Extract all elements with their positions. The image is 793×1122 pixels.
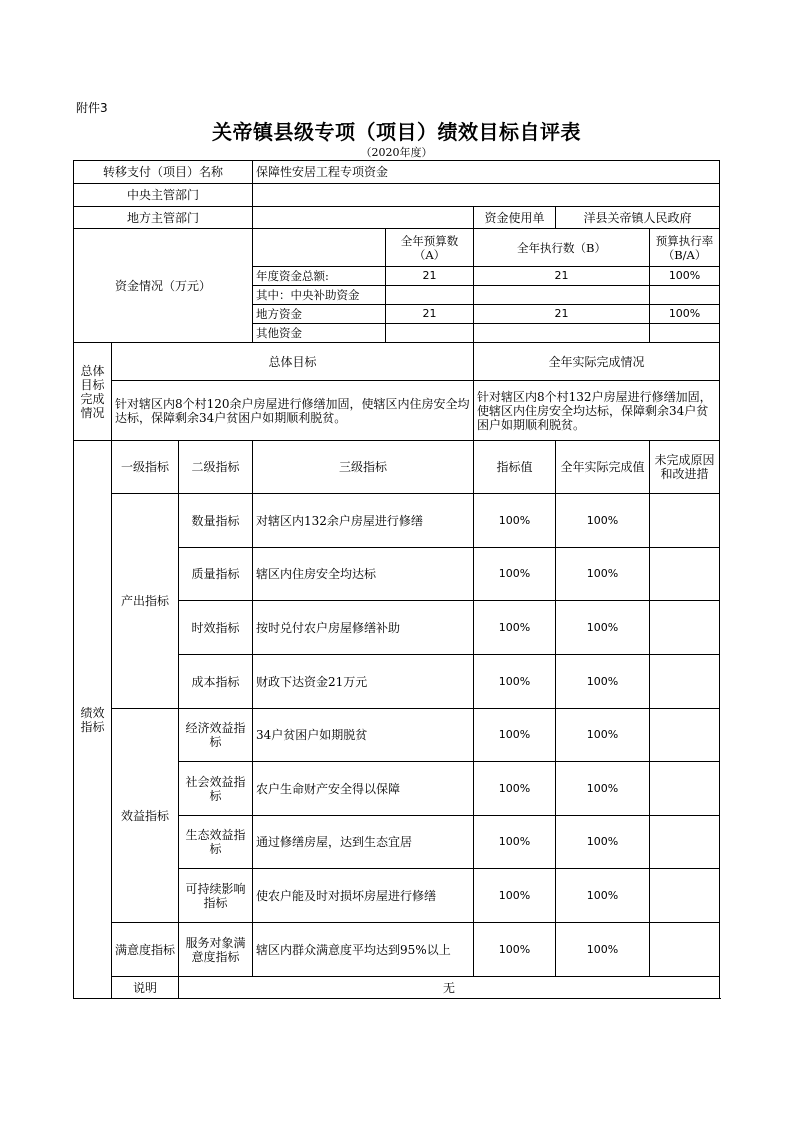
note-value: 无: [179, 977, 720, 999]
funds-row-exec: [474, 286, 650, 305]
indicator-level2: 生态效益指标: [179, 816, 253, 869]
overall-actual-header: 全年实际完成情况: [474, 343, 720, 381]
funds-section-label: 资金情况（万元）: [74, 229, 253, 343]
indicator-level2: 社会效益指标: [179, 762, 253, 816]
attachment-label: 附件3: [76, 101, 108, 115]
funds-col-exec: 全年执行数（B）: [474, 229, 650, 267]
self-evaluation-table: [73, 160, 720, 999]
funds-row-label: 地方资金: [253, 305, 386, 324]
indicator-value: 100%: [474, 494, 556, 548]
local-dept-label: 地方主管部门: [74, 207, 253, 229]
indicator-value: 100%: [474, 655, 556, 709]
indicator-value: 100%: [474, 923, 556, 977]
indicator-level2: 成本指标: [179, 655, 253, 709]
indicator-value: 100%: [474, 548, 556, 601]
funds-row-rate: [650, 286, 720, 305]
indicator-level2: 可持续影响指标: [179, 869, 253, 923]
indicator-level3: 农户生命财产安全得以保障: [253, 762, 474, 816]
group-label: 满意度指标: [112, 923, 179, 977]
funds-row-rate: 100%: [650, 305, 720, 324]
indicator-actual: 100%: [556, 762, 650, 816]
indicator-actual: 100%: [556, 869, 650, 923]
funds-row-label: 其他资金: [253, 324, 386, 343]
indicator-level3: 34户贫困户如期脱贫: [253, 709, 474, 762]
group-label: 效益指标: [112, 709, 179, 923]
note-label: 说明: [112, 977, 179, 999]
indicator-level2: 质量指标: [179, 548, 253, 601]
funds-row-budget: [386, 286, 474, 305]
indicator-level2: 经济效益指标: [179, 709, 253, 762]
funds-row-label: 年度资金总额:: [253, 267, 386, 286]
indicator-value: 100%: [474, 816, 556, 869]
funds-row-rate: [650, 324, 720, 343]
indicator-actual: 100%: [556, 709, 650, 762]
page-title: 关帝镇县级专项（项目）绩效目标自评表: [212, 120, 581, 144]
funds-row-exec: 21: [474, 267, 650, 286]
funds-row-budget: 21: [386, 267, 474, 286]
fund-unit-value: 洋县关帝镇人民政府: [556, 207, 720, 229]
project-name-value: 保障性安居工程专项资金: [253, 161, 720, 184]
indicator-level3: 辖区内住房安全均达标: [253, 548, 474, 601]
indicator-actual: 100%: [556, 655, 650, 709]
indicator-actual: 100%: [556, 494, 650, 548]
header-actual: 全年实际完成值: [556, 441, 650, 494]
header-level2: 二级指标: [179, 441, 253, 494]
indicator-level3: 辖区内群众满意度平均达到95%以上: [253, 923, 474, 977]
funds-header-blank: [253, 229, 386, 267]
central-dept-label: 中央主管部门: [74, 184, 253, 207]
overall-section-label: 总体目标完成情况: [74, 343, 112, 441]
indicator-actual: 100%: [556, 548, 650, 601]
year-label: （2020年度）: [360, 146, 433, 159]
indicator-actual: 100%: [556, 601, 650, 655]
indicator-reason: [650, 548, 720, 601]
overall-goal-text: 针对辖区内8个村120余户房屋进行修缮加固，使辖区内住房安全均达标，保障剩余34户贫困户如期顺利脱贫。: [112, 381, 474, 441]
header-value: 指标值: [474, 441, 556, 494]
performance-section-label: 绩效指标: [74, 441, 112, 999]
indicator-reason: [650, 709, 720, 762]
indicator-level3: 对辖区内132余户房屋进行修缮: [253, 494, 474, 548]
overall-actual-text: 针对辖区内8个村132户房屋进行修缮加固，使辖区内住房安全均达标，保障剩余34户贫困户如期顺利脱贫。: [474, 381, 720, 441]
indicator-value: 100%: [474, 869, 556, 923]
funds-col-budget: 全年预算数（A）: [386, 229, 474, 267]
project-name-label: 转移支付（项目）名称: [74, 161, 253, 184]
funds-row-budget: 21: [386, 305, 474, 324]
indicator-reason: [650, 869, 720, 923]
indicator-reason: [650, 923, 720, 977]
indicator-actual: 100%: [556, 816, 650, 869]
indicator-reason: [650, 494, 720, 548]
header-level3: 三级指标: [253, 441, 474, 494]
funds-row-exec: [474, 324, 650, 343]
indicator-level2: 时效指标: [179, 601, 253, 655]
indicator-reason: [650, 655, 720, 709]
fund-unit-label: 资金使用单: [474, 207, 556, 229]
central-dept-value: [253, 184, 720, 207]
indicator-level3: 通过修缮房屋，达到生态宜居: [253, 816, 474, 869]
indicator-level2: 数量指标: [179, 494, 253, 548]
indicator-value: 100%: [474, 709, 556, 762]
local-dept-value: [253, 207, 474, 229]
indicator-level3: 按时兑付农户房屋修缮补助: [253, 601, 474, 655]
indicator-level3: 使农户能及时对损坏房屋进行修缮: [253, 869, 474, 923]
indicator-reason: [650, 601, 720, 655]
funds-row-label: 其中：中央补助资金: [253, 286, 386, 305]
funds-row-budget: [386, 324, 474, 343]
funds-col-rate: 预算执行率（B/A）: [650, 229, 720, 267]
funds-row-exec: 21: [474, 305, 650, 324]
indicator-actual: 100%: [556, 923, 650, 977]
overall-goal-header: 总体目标: [112, 343, 474, 381]
header-level1: 一级指标: [112, 441, 179, 494]
indicator-value: 100%: [474, 762, 556, 816]
indicator-reason: [650, 762, 720, 816]
indicator-level2: 服务对象满意度指标: [179, 923, 253, 977]
indicator-reason: [650, 816, 720, 869]
indicator-value: 100%: [474, 601, 556, 655]
group-label: 产出指标: [112, 494, 179, 709]
indicator-level3: 财政下达资金21万元: [253, 655, 474, 709]
funds-row-rate: 100%: [650, 267, 720, 286]
header-reason: 未完成原因和改进措: [650, 441, 720, 494]
